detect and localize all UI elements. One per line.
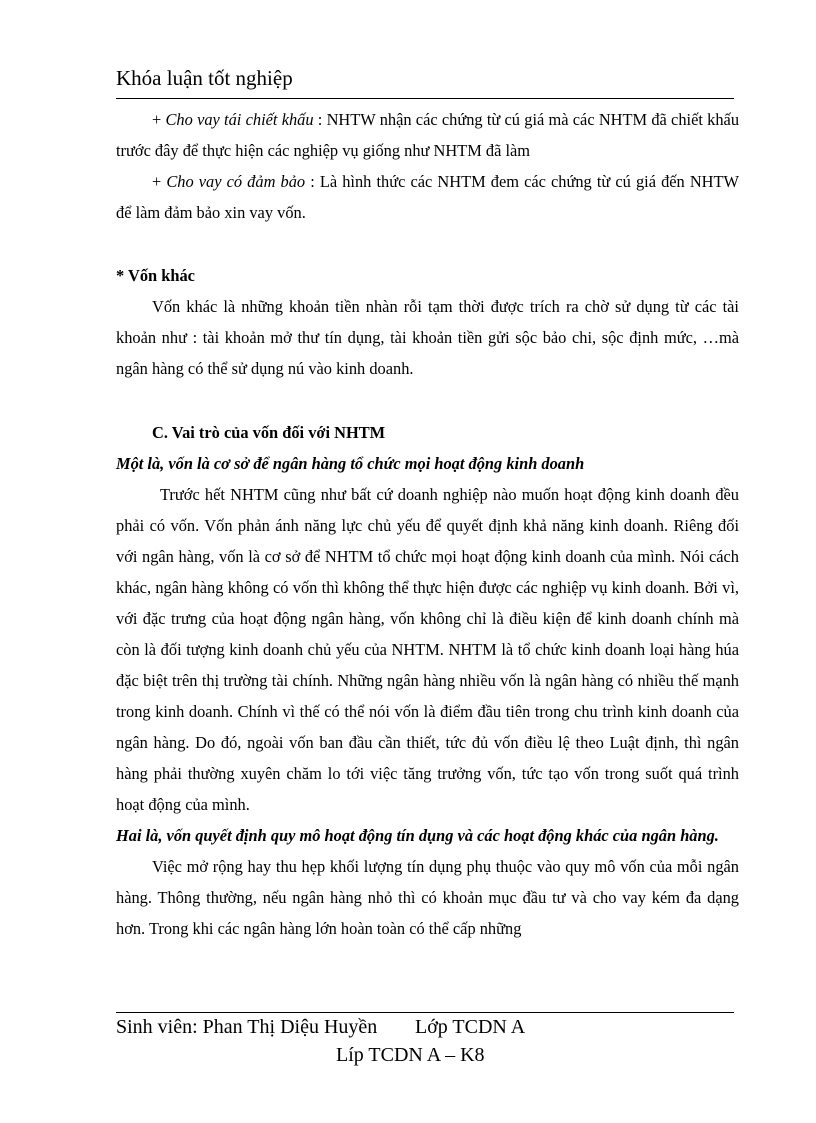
bullet-prefix: + bbox=[152, 110, 166, 129]
term-rediscount-loan: Cho vay tái chiết khấu bbox=[165, 110, 314, 129]
heading-section-c: C. Vai trò của vốn đối với NHTM bbox=[152, 423, 386, 442]
paragraph-rediscount bbox=[116, 104, 739, 166]
subheading-role-one: Một là, vốn là cơ sở để ngân hàng tổ chức mọi hoạt động kinh doanh bbox=[116, 454, 585, 473]
footer-divider bbox=[116, 1012, 734, 1013]
heading-other-capital: * Vốn khác bbox=[116, 266, 195, 285]
header-divider bbox=[116, 98, 734, 99]
other-capital-block bbox=[116, 291, 739, 384]
paragraph-secured-loan bbox=[116, 166, 739, 228]
subheading-role-two: Hai là, vốn quyết định quy mô hoạt động tín dụng và các hoạt động khác của ngân hàng. bbox=[116, 826, 719, 845]
footer-student-name: Sinh viên: Phan Thị Diệu Huyền bbox=[116, 1016, 378, 1038]
page-header-title: Khóa luận tốt nghiệp bbox=[116, 66, 293, 90]
secured-loan-description: : Là hình thức các NHTM đem các chứng từ cú giá đến NHTW để làm đảm bảo xin vay vốn. bbox=[116, 172, 739, 222]
loan-types-block bbox=[116, 104, 739, 228]
paragraph-role-one: Trước hết NHTM cũng như bất cứ doanh nghiệp nào muốn hoạt động kinh doanh đều phải có vốn. Vốn phản ánh năng lực chủ yếu để quyết định khả năng kinh doanh. Riêng đối với ngân hàng, vốn là cơ sở để NHTM tổ chức mọi hoạt động kinh doanh của mình. Nói cách khác, ngân hàng không có vốn thì không thể thực hiện được các nghiệp vụ kinh doanh. Bởi vì, với đặc trưng của hoạt động ngân hàng, vốn không chỉ là điều kiện để kinh doanh chính mà còn là đối tượng kinh doanh chủ yếu của NHTM. NHTM là tổ chức kinh doanh loại hàng húa đặc biệt trên thị trường tài chính. Những ngân hàng nhiều vốn là ngân hàng có nhiều thế mạnh trong kinh doanh. Chính vì thế có thể nói vốn là điểm đầu tiên trong chu trình kinh doanh của ngân hàng. Do đó, ngoài vốn ban đầu cần thiết, tức đủ vốn điều lệ theo Luật định, thì ngân hàng phải thường xuyên chăm lo tới việc tăng trưởng vốn, tức tạo vốn trong suốt quá trình hoạt động của mình. bbox=[116, 485, 739, 814]
paragraph-role-two: Việc mở rộng hay thu hẹp khối lượng tín dụng phụ thuộc vào quy mô vốn của mỗi ngân hàng. Thông thường, nếu ngân hàng nhỏ thì có khoản mục đầu tư và cho vay kém đa dạng hơn. Trong khi các ngân hàng lớn hoàn toàn có thể cấp những bbox=[116, 857, 739, 938]
rediscount-description: : NHTW nhận các chứng từ cú giá mà các NHTM đã chiết khấu trước đây để thực hiện các nghiệp vụ giống như NHTM đã làm bbox=[116, 110, 740, 160]
term-secured-loan: Cho vay có đảm bảo bbox=[166, 172, 306, 191]
footer-class-label: Lớp TCDN A bbox=[415, 1016, 526, 1038]
section-c-block bbox=[116, 448, 739, 944]
bullet-prefix: + bbox=[152, 172, 167, 191]
paragraph-other-capital: Vốn khác là những khoản tiền nhàn rỗi tạm thời được trích ra chờ sử dụng từ các tài khoản như : tài khoản mở thư tín dụng, tài khoản tiền gửi sộc bảo chi, sộc định mức, …mà ngân hàng có thể sử dụng nú vào kinh doanh. bbox=[116, 297, 739, 378]
footer-class-line: Líp TCDN A – K8 bbox=[336, 1044, 485, 1066]
